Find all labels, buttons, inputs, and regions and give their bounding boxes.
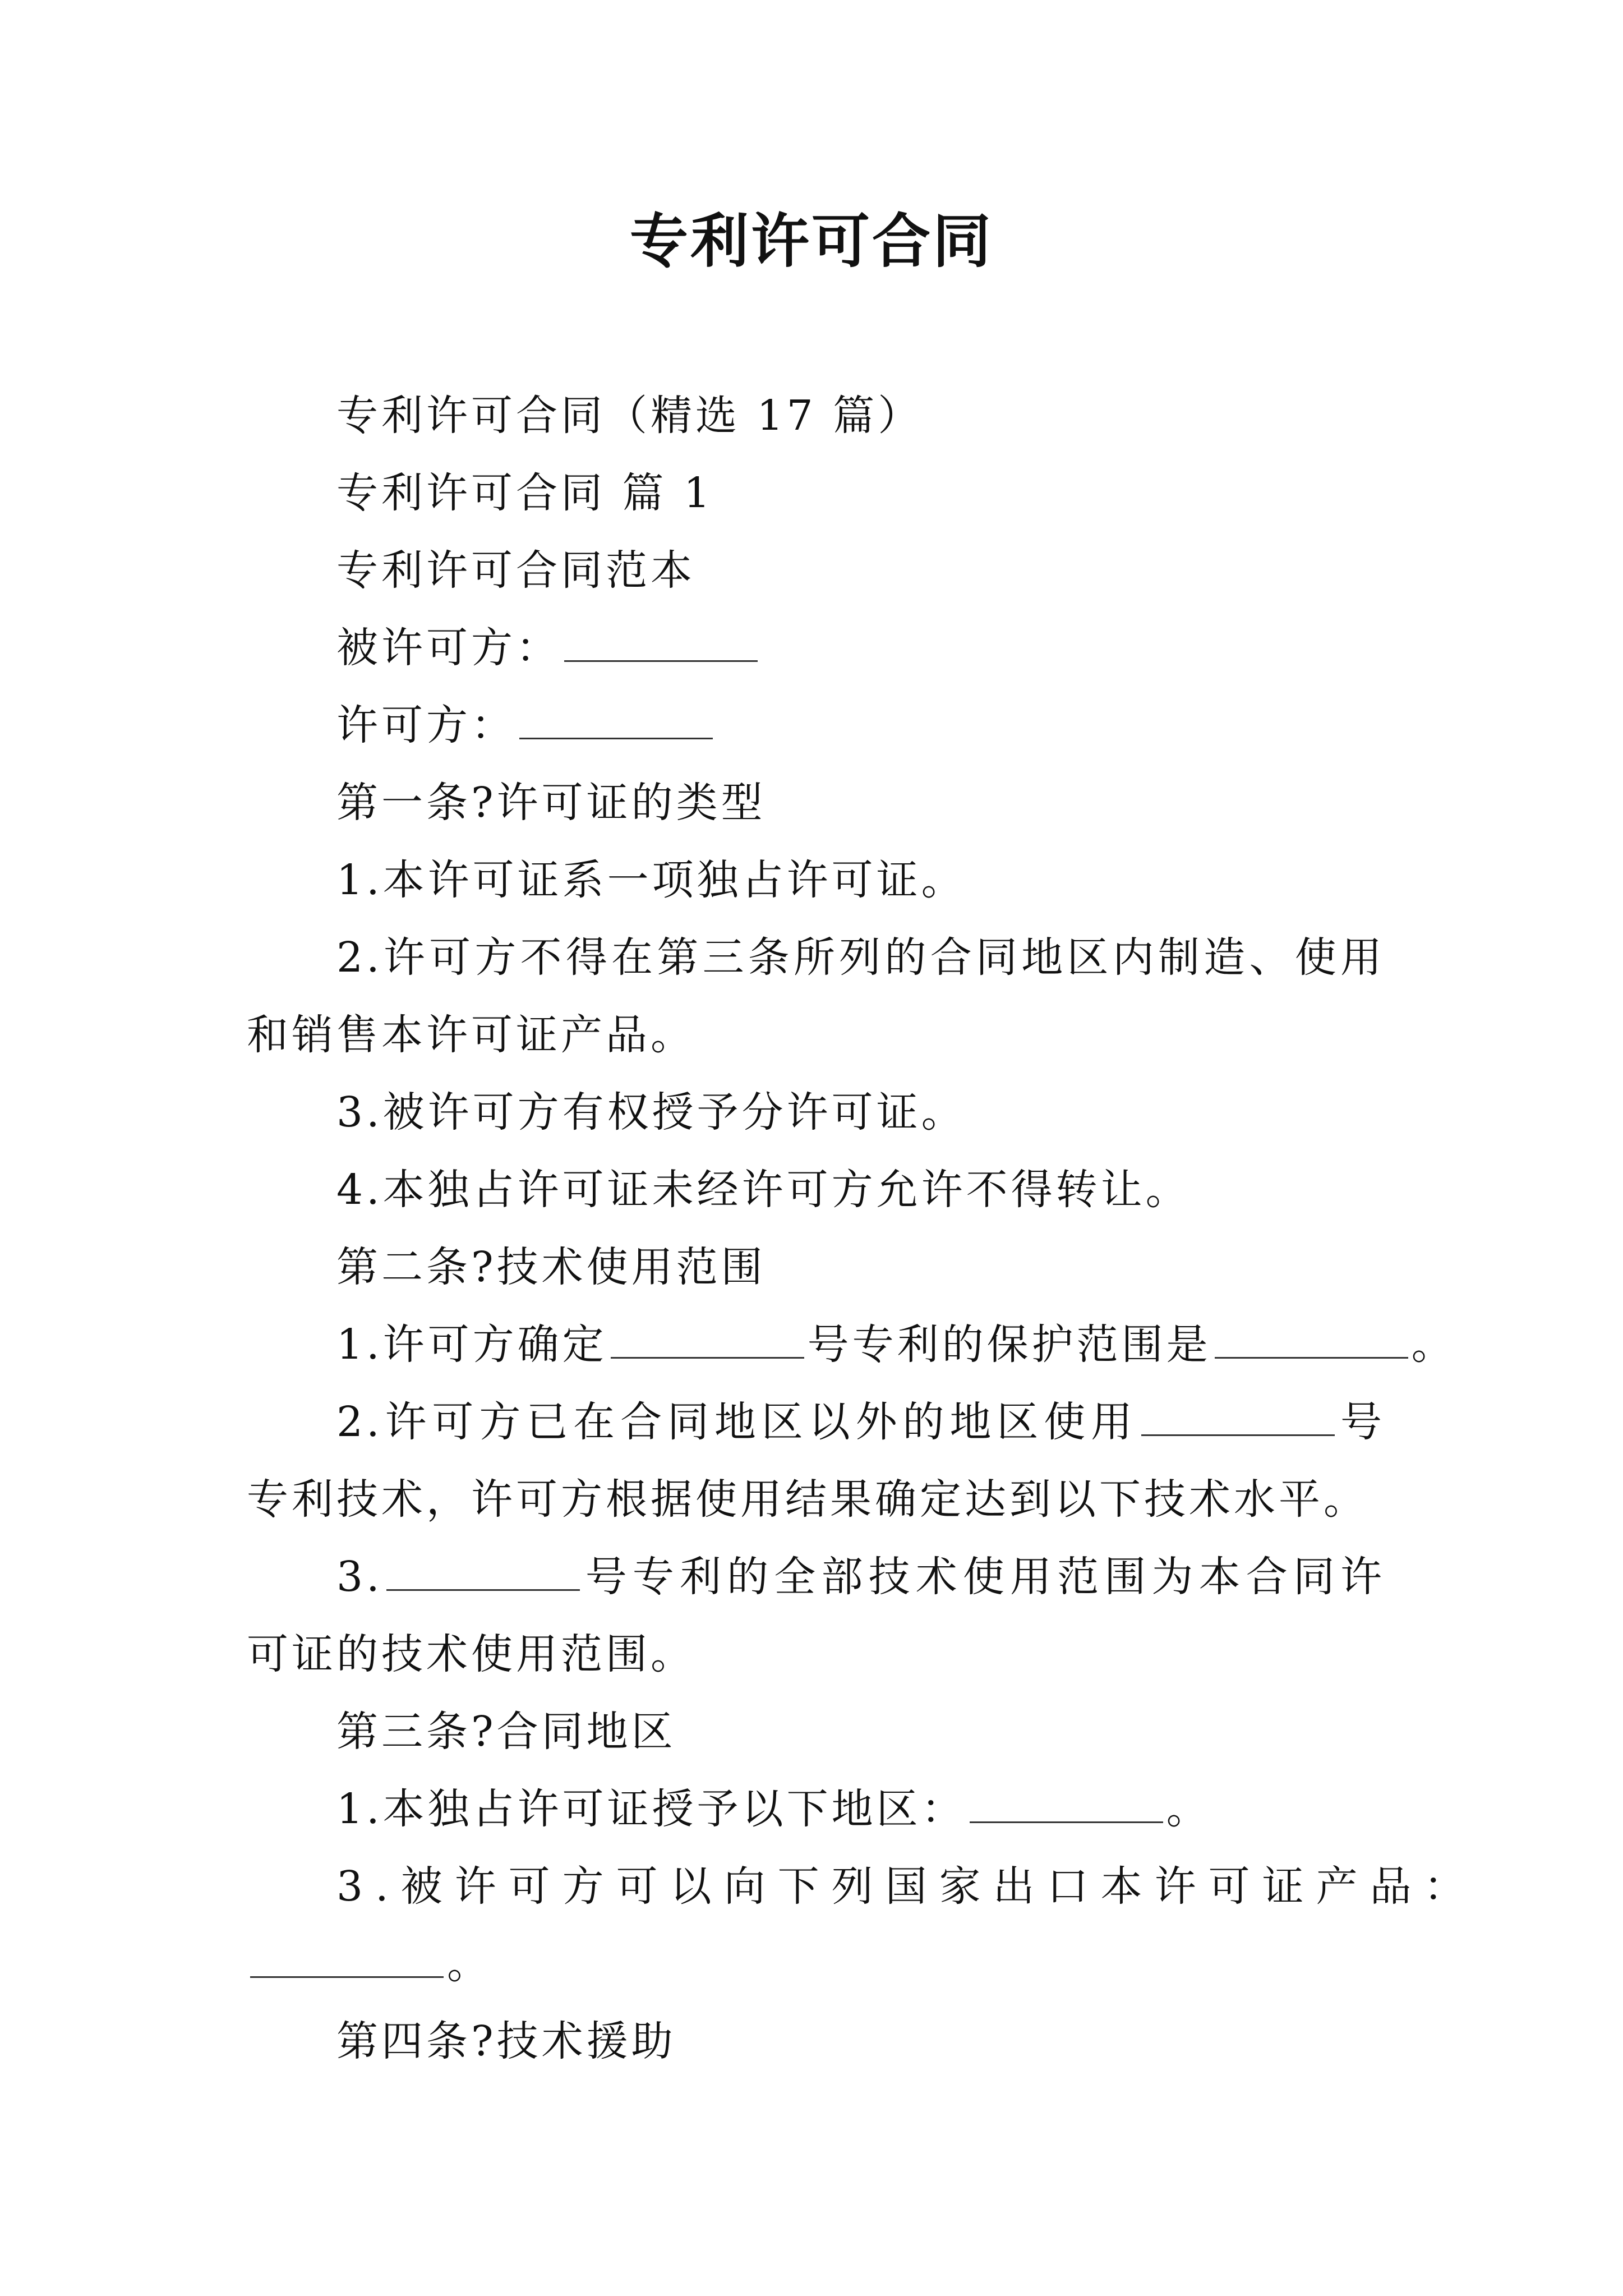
article-3-item-1-part-a: 1.本独占许可证授予以下地区：: [336, 1785, 966, 1833]
article-1-item-2: 2.许可方不得在第三条所列的合同地区内制造、使用和销售本许可证产品。: [247, 933, 1385, 1059]
article-1-item-4: 4.本独占许可证未经许可方允许不得转让。: [336, 1166, 1191, 1214]
article-3-item-3: 3.被许可方可以向下列国家出口本许可证产品：: [336, 1862, 1478, 1911]
article-2-item-2-part-a: 2.许可方已在合同地区以外的地区使用: [336, 1398, 1138, 1446]
paragraph-subtitle: 专利许可合同（精选 17 篇）: [336, 392, 923, 440]
full-scope-patent-blank: [386, 1587, 580, 1591]
article-4-heading: 第四条?技术援助: [336, 2017, 676, 2065]
licensee-blank: [564, 658, 758, 662]
protection-scope-blank: [1215, 1355, 1408, 1359]
article-2-item-3-part-a: 3.: [336, 1553, 383, 1601]
article-2-item-3-part-b: 号专利的全部技术使用范围为本合同许可证的技术使用范围。: [247, 1553, 1385, 1678]
paragraph-chapter: 专利许可合同 篇 1: [336, 469, 714, 517]
licensor-label: 许可方：: [336, 701, 516, 749]
export-countries-blank: [250, 1974, 444, 1978]
article-1-item-3: 3.被许可方有权授予分许可证。: [336, 1088, 966, 1137]
document-title: 专利许可合同: [629, 207, 993, 275]
document-body: [247, 377, 1478, 2080]
article-2-item-2: [247, 1383, 1385, 1538]
paragraph-licensor: [247, 687, 1385, 764]
licensee-label: 被许可方：: [336, 624, 561, 672]
patent-number-blank: [611, 1355, 804, 1359]
article-2-heading: 第二条?技术使用范围: [336, 1243, 766, 1291]
territory-blank: [970, 1819, 1163, 1823]
licensor-blank: [519, 735, 713, 739]
article-2-item-3: [247, 1538, 1385, 1693]
paragraph-licensee: [247, 609, 1385, 687]
article-2-item-1: [247, 1306, 1456, 1383]
paragraph-template-heading: 专利许可合同范本: [336, 546, 695, 595]
article-2-item-1-part-a: 1.许可方确定: [336, 1320, 607, 1369]
article-1-item-1: 1.本许可证系一项独占许可证。: [336, 856, 966, 904]
article-2-item-2-part-b: 号专利技术，许可方根据使用结果确定达到以下技术水平。: [247, 1398, 1386, 1524]
article-3-item-3-end: 。: [447, 1940, 492, 1988]
article-1-heading: 第一条?许可证的类型: [336, 779, 766, 827]
article-3-item-1-part-b: 。: [1166, 1785, 1211, 1833]
article-3-item-1: [247, 1770, 1385, 1848]
article-2-item-1-part-b: 号专利的保护范围是: [807, 1320, 1211, 1369]
article-3-item-3-continued: [247, 1925, 1385, 2003]
used-patent-blank: [1141, 1432, 1335, 1436]
article-3-heading: 第三条?合同地区: [336, 1708, 676, 1756]
article-2-item-1-part-c: 。: [1411, 1320, 1456, 1369]
